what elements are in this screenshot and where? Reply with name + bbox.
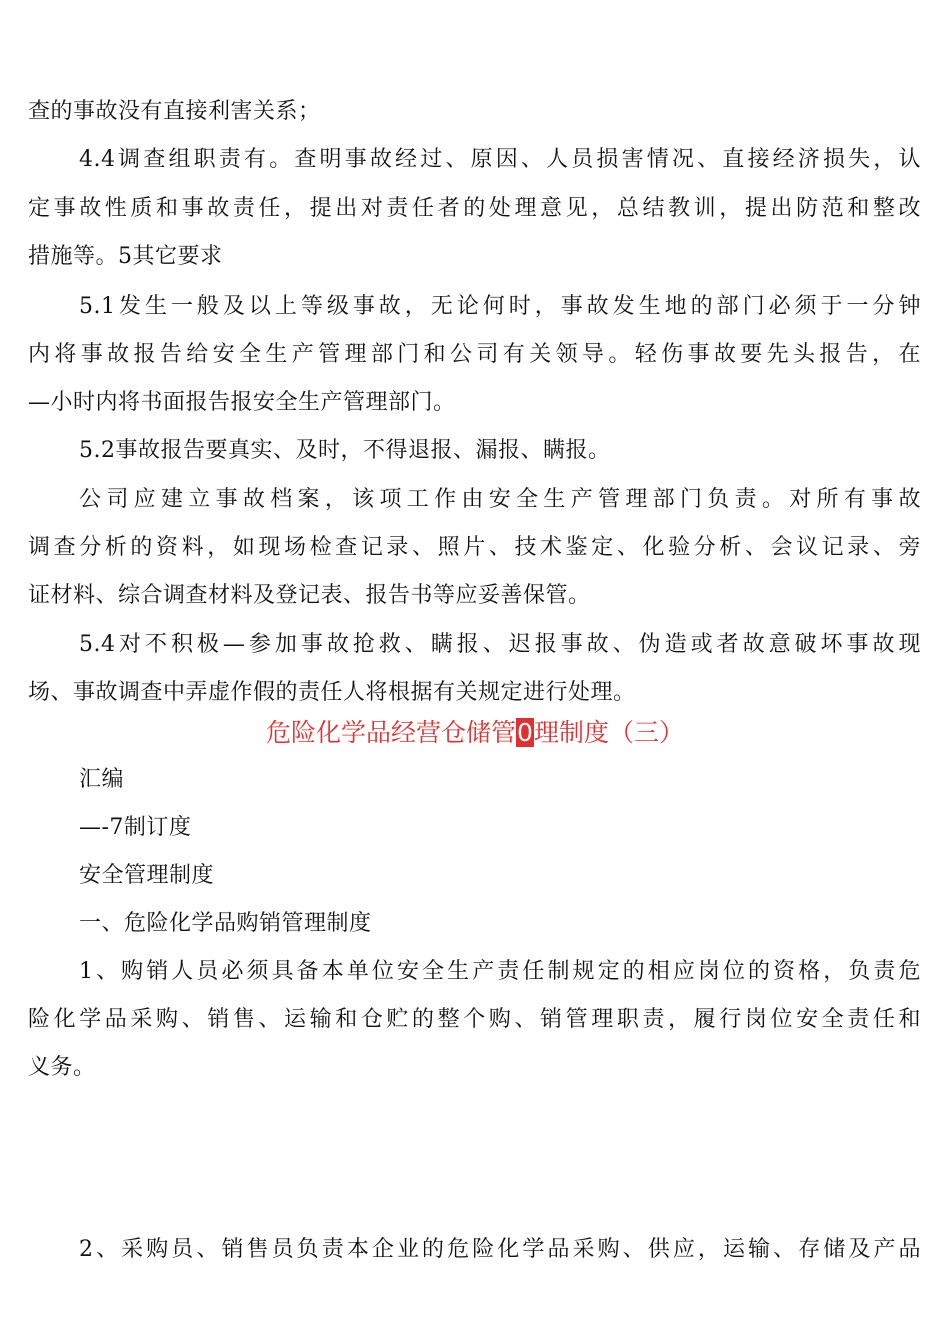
text-line: 5.2事故报告要真实、及时，不得退报、漏报、瞒报。	[79, 438, 611, 463]
title-highlight-mark: 0	[517, 718, 533, 747]
text-line: 定事故性质和事故责任，提出对责任者的处理意见，总结教训，提出防范和整改	[28, 196, 921, 221]
text-line: 查的事故没有直接利害关系；	[28, 99, 321, 124]
text-line: 1、购销人员必须具备本单位安全生产责任制规定的相应岗位的资格，负责危	[79, 959, 921, 984]
text-line: 措施等。5其它要求	[28, 244, 223, 269]
text-line: 公司应建立事故档案，该项工作由安全生产管理部门负责。对所有事故	[79, 487, 921, 512]
text-line: 证材料、综合调查材料及登记表、报告书等应妥善保管。	[28, 583, 591, 608]
text-line: 调查分析的资料，如现场检查记录、照片、技术鉴定、化验分析、会议记录、旁	[28, 535, 921, 560]
text-line: 2、采购员、销售员负责本企业的危险化学品采购、供应，运输、存储及产品	[79, 1237, 921, 1262]
text-line: 场、事故调查中弄虚作假的责任人将根据有关规定进行处理。	[28, 680, 636, 705]
text-line: 一、危险化学品购销管理制度	[79, 911, 372, 936]
text-line: 义务。	[28, 1055, 96, 1080]
text-line: 内将事故报告给安全生产管理部门和公司有关领导。轻伤事故要先头报告，在	[28, 342, 921, 367]
text-line: 4.4调查组职责有。查明事故经过、原因、人员损害情况、直接经济损失，认	[79, 147, 921, 172]
section-title	[0, 716, 950, 750]
text-line: —小时内将书面报告报安全生产管理部门。	[28, 390, 456, 415]
title-text-after: 理制度（三）	[533, 718, 684, 747]
title-text-before: 危险化学品经营仓储管	[266, 718, 517, 747]
text-line: 险化学品采购、销售、运输和仓贮的整个购、销管理职责，履行岗位安全责任和	[28, 1007, 921, 1032]
text-line: 5.4对不积极—参加事故抢救、瞒报、迟报事故、伪造或者故意破坏事故现	[79, 632, 921, 657]
text-line: 安全管理制度	[79, 863, 215, 888]
text-line: 汇编	[79, 767, 125, 792]
text-line: 5.1发生一般及以上等级事故，无论何时，事故发生地的部门必须于一分钟	[79, 294, 921, 319]
text-line: —-7制订度	[79, 815, 192, 840]
